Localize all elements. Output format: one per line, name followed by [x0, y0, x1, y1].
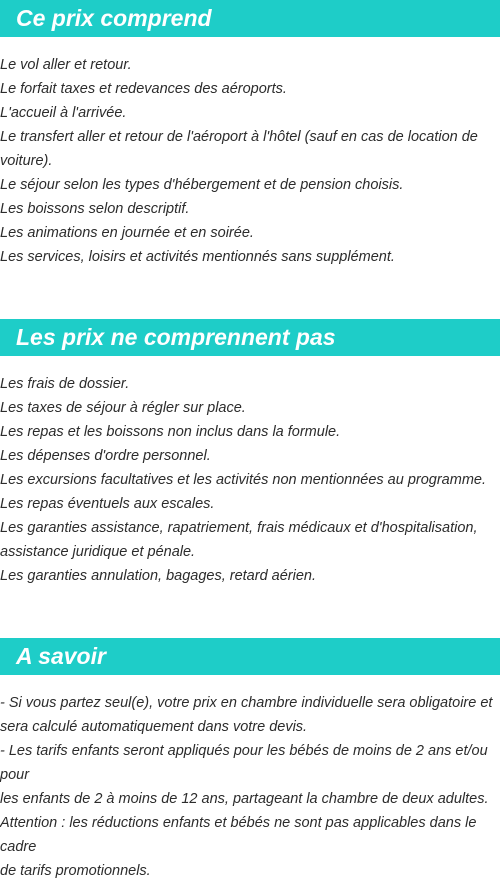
list-item: Les excursions facultatives et les activités non mentionnées au programme. — [0, 472, 486, 488]
section-title: A savoir — [0, 638, 500, 675]
section-body — [0, 675, 500, 883]
section-good-to-know — [0, 638, 500, 883]
list-item: assistance juridique et pénale. — [0, 544, 196, 560]
list-item: Le vol aller et retour. — [0, 57, 132, 73]
list-item: les enfants de 2 à moins de 12 ans, partageant la chambre de deux adultes. — [0, 791, 489, 807]
list-item: Les animations en journée et en soirée. — [0, 225, 254, 241]
list-item: L'accueil à l'arrivée. — [0, 105, 127, 121]
list-item: Les taxes de séjour à régler sur place. — [0, 400, 246, 416]
section-title: Les prix ne comprennent pas — [0, 319, 500, 356]
list-item: de tarifs promotionnels. — [0, 863, 151, 879]
list-item: Le transfert aller et retour de l'aéroport à l'hôtel (sauf en cas de location de — [0, 129, 478, 145]
list-item: Le forfait taxes et redevances des aéroports. — [0, 81, 287, 97]
list-item: voiture). — [0, 153, 53, 169]
list-item: Attention : les réductions enfants et bébés ne sont pas applicables dans le cadre — [0, 815, 477, 855]
section-body — [0, 37, 500, 269]
section-included — [0, 0, 500, 269]
list-item: Les boissons selon descriptif. — [0, 201, 190, 217]
list-item: Les frais de dossier. — [0, 376, 130, 392]
section-not-included — [0, 319, 500, 588]
section-body — [0, 356, 500, 588]
section-title: Ce prix comprend — [0, 0, 500, 37]
list-item: Les garanties annulation, bagages, retard aérien. — [0, 568, 316, 584]
list-item: sera calculé automatiquement dans votre devis. — [0, 719, 308, 735]
list-item: - Les tarifs enfants seront appliqués pour les bébés de moins de 2 ans et/ou pour — [0, 743, 488, 783]
list-item: Les garanties assistance, rapatriement, frais médicaux et d'hospitalisation, — [0, 520, 478, 536]
list-item: Les services, loisirs et activités mentionnés sans supplément. — [0, 249, 395, 265]
list-item: Le séjour selon les types d'hébergement et de pension choisis. — [0, 177, 404, 193]
list-item: Les repas et les boissons non inclus dans la formule. — [0, 424, 341, 440]
list-item: - Si vous partez seul(e), votre prix en chambre individuelle sera obligatoire et — [0, 695, 493, 711]
list-item: Les repas éventuels aux escales. — [0, 496, 215, 512]
list-item: Les dépenses d'ordre personnel. — [0, 448, 211, 464]
